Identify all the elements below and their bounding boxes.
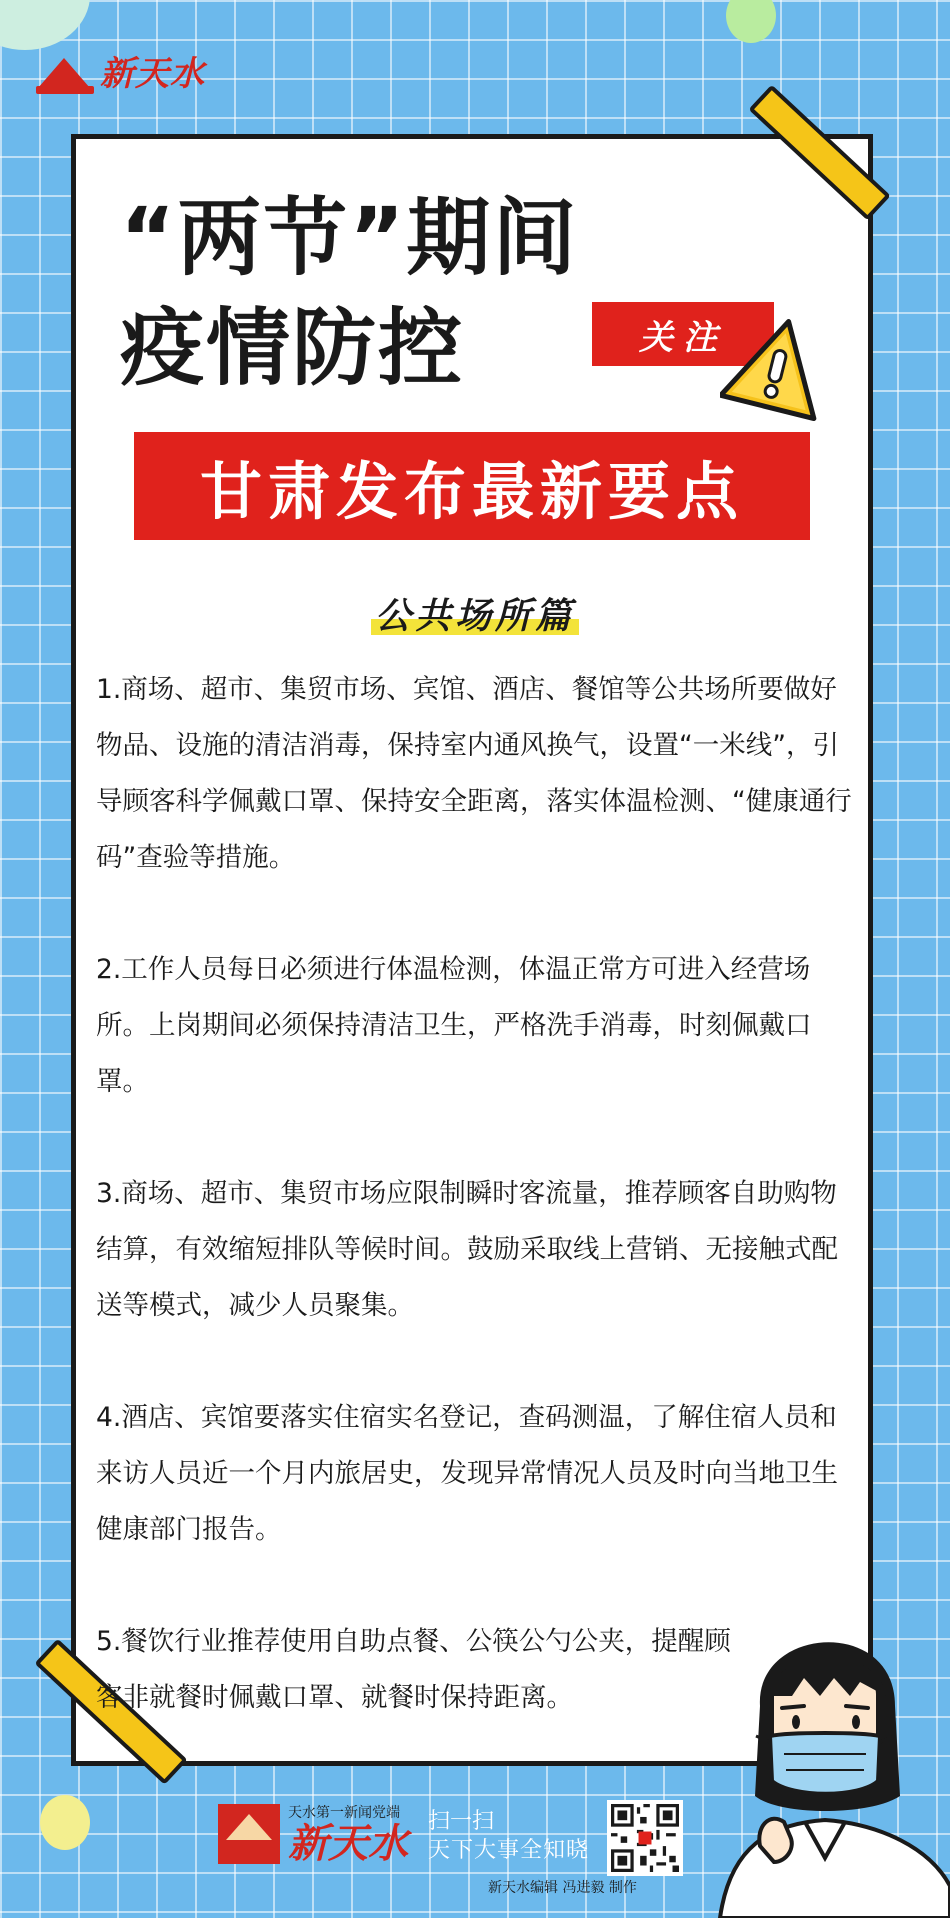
headline-line-1: “两节”期间 bbox=[120, 189, 579, 287]
headline-banner: 甘肃发布最新要点 bbox=[134, 432, 810, 540]
decor-circle-top-right bbox=[726, 0, 776, 43]
guideline-item-3: 3.商场、超市、集贸市场应限制瞬时客流量，推荐顾客自助购物结算，有效缩短排队等候时间。鼓励采取线上营销、无接触式配送等模式，减少人员聚集。 bbox=[96, 1178, 838, 1321]
headline-line-2: 疫情防控 bbox=[120, 299, 465, 397]
decor-circle-bottom-left bbox=[40, 1795, 90, 1850]
brand-logo-top bbox=[36, 46, 205, 95]
scan-prompt bbox=[428, 1808, 589, 1866]
footer-slogan: 天水第一新闻党端 bbox=[288, 1805, 400, 1821]
scan-line-2: 天下大事全知晓 bbox=[428, 1838, 590, 1863]
masked-person-illustration bbox=[700, 1586, 950, 1918]
section-title bbox=[0, 588, 950, 639]
guideline-item-1: 1.商场、超市、集贸市场、宾馆、酒店、餐馆等公共场所要做好物品、设施的清洁消毒，保持室内通风换气，设置“一米线”，引导顾客科学佩戴口罩、保持安全距离，落实体温检测、“健康通行码”查验等措施。 bbox=[96, 674, 852, 873]
warning-icon bbox=[720, 312, 832, 424]
section-title-text: 公共场所篇 bbox=[367, 588, 583, 639]
footer-brand bbox=[218, 1804, 408, 1866]
guideline-item-2: 2.工作人员每日必须进行体温检测，体温正常方可进入经营场所。上岗期间必须保持清洁卫生，严格洗手消毒，时刻佩戴口罩。 bbox=[96, 954, 812, 1097]
guideline-item-5: 5.餐饮行业推荐使用自助点餐、公筷公勺公夹，提醒顾客非就餐时佩戴口罩、就餐时保持距离。 bbox=[96, 1626, 731, 1713]
footer-logo-icon bbox=[218, 1804, 280, 1864]
decor-circle-top-left bbox=[0, 0, 90, 50]
credit-text: 新天水编辑 冯进毅 制作 bbox=[488, 1880, 637, 1896]
qr-code-icon[interactable] bbox=[607, 1800, 683, 1876]
footer-brand-name: 新天水 bbox=[288, 1820, 408, 1867]
guideline-item-4: 4.酒店、宾馆要落实住宿实名登记，查码测温，了解住宿人员和来访人员近一个月内旅居史，发现异常情况人员及时向当地卫生健康部门报告。 bbox=[96, 1402, 838, 1545]
attention-badge: 关注 bbox=[592, 302, 774, 366]
mountain-logo-icon bbox=[36, 48, 94, 94]
brand-name: 新天水 bbox=[100, 54, 205, 94]
scan-line-1: 扫一扫 bbox=[428, 1809, 495, 1834]
